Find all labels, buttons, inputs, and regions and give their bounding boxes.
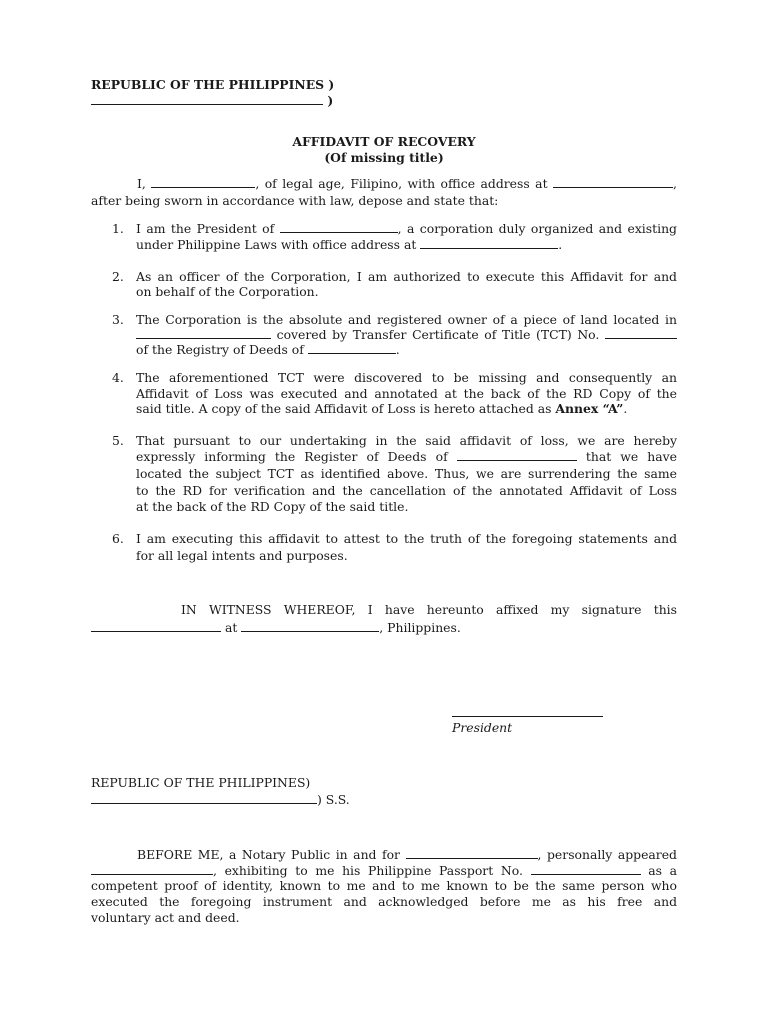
signature-role: President [452,720,513,735]
jurat-text-c: , exhibiting to me his Philippine Passport No. [213,863,523,878]
intro-line-1 [91,176,677,193]
item-1-number: 1. [112,221,124,236]
item-1-text-d: . [558,237,563,252]
item-1-line-2 [136,237,677,254]
notary-jurisdiction-blank [406,847,538,859]
registry-blank [308,342,396,354]
document-title: AFFIDAVIT OF RECOVERY [292,134,476,149]
item-2-number: 2. [112,269,124,284]
witness-line-1: IN WITNESS WHEREOF, I have hereunto affixed my signature this [181,602,677,617]
witness-line-2 [91,620,461,637]
item-5-text-b: that we have [585,449,677,464]
item-1-text-a: I am the President of [136,221,275,236]
jurat-venue-blank [91,792,317,804]
intro-line-2: after being sworn in accordance with law, depose and state that: [91,193,499,208]
item-3-line-1: The Corporation is the absolute and registered owner of a piece of land located in [136,312,677,327]
item-2-line-2: on behalf of the Corporation. [136,284,319,299]
item-5-line-3: located the subject TCT as identified above. Thus, we are surrendering the same [136,466,677,481]
item-5-text-a: expressly informing the Register of Deeds of [136,449,448,464]
item-6-line-1: I am executing this affidavit to attest to the truth of the foregoing statements and [136,531,677,546]
corporation-address-blank [420,237,558,249]
item-5-line-2 [136,449,677,466]
venue-blank [91,93,323,105]
affiant-name-blank [151,176,255,188]
witness-at: at [224,620,238,635]
item-4-line-3 [136,401,677,418]
item-4-number: 4. [112,370,124,385]
venue-line [91,93,333,110]
jurat-venue-line [91,792,350,809]
item-6-number: 6. [112,531,124,546]
jurat-line-5: voluntary act and deed. [91,910,240,925]
witness-end: , Philippines. [379,620,461,635]
item-4-line-2: Affidavit of Loss was executed and annotated at the back of the RD Copy of the [136,386,677,401]
witness-place-blank [241,620,379,632]
item-4-text-a: said title. A copy of the said Affidavit of Loss is hereto attached as [136,401,552,416]
item-5-line-5: at the back of the RD Copy of the said title. [136,499,409,514]
item-5-number: 5. [112,433,124,448]
jurat-republic-heading: REPUBLIC OF THE PHILIPPINES) [91,775,311,790]
witness-date-blank [91,620,221,632]
intro-i: I, [137,176,146,191]
tct-number-blank [605,327,677,339]
item-1-line-1 [136,221,677,238]
land-location-blank [136,327,271,339]
jurat-line-1 [91,847,677,864]
jurat-line-4: executed the foregoing instrument and acknowledged before me as his free and [91,894,677,909]
intro-comma: , [673,176,677,191]
item-3-line-3 [136,342,677,359]
item-5-line-4: to the RD for verification and the cancellation of the annotated Affidavit of Loss [136,483,677,498]
item-1-text-c: under Philippine Laws with office address at [136,237,417,252]
passport-number-blank [531,863,641,875]
register-of-deeds-blank [457,449,577,461]
republic-heading: REPUBLIC OF THE PHILIPPINES ) [91,77,335,92]
annex-a-label: Annex “A” [555,401,624,416]
item-6-line-2: for all legal intents and purposes. [136,548,348,563]
item-1-text-b: , a corporation duly organized and existing [397,221,677,236]
jurat-ss: ) S.S. [317,792,350,807]
venue-paren: ) [327,93,334,108]
item-3-text-d: . [395,342,400,357]
item-3-text-b: covered by Transfer Certificate of Title (TCT) No. [276,327,600,342]
document-subtitle: (Of missing title) [324,150,444,165]
jurat-line-3: competent proof of identity, known to me and to me known to be the same person who [91,878,677,893]
corporation-name-blank [280,221,398,233]
item-3-text-c: of the Registry of Deeds of [136,342,304,357]
intro-mid: , of legal age, Filipino, with office address at [255,176,548,191]
office-address-blank [553,176,673,188]
appearing-person-blank [91,863,213,875]
signature-line [452,716,603,717]
jurat-text-a: BEFORE ME, a Notary Public in and for [137,847,400,862]
jurat-text-b: , personally appeared [537,847,677,862]
item-5-line-1: That pursuant to our undertaking in the said affidavit of loss, we are hereby [136,433,677,448]
jurat-text-d: as a [648,863,677,878]
item-4-line-1: The aforementioned TCT were discovered to be missing and consequently an [136,370,677,385]
item-4-period: . [623,401,628,416]
item-2-line-1: As an officer of the Corporation, I am authorized to execute this Affidavit for and [136,269,677,284]
item-3-number: 3. [112,312,124,327]
